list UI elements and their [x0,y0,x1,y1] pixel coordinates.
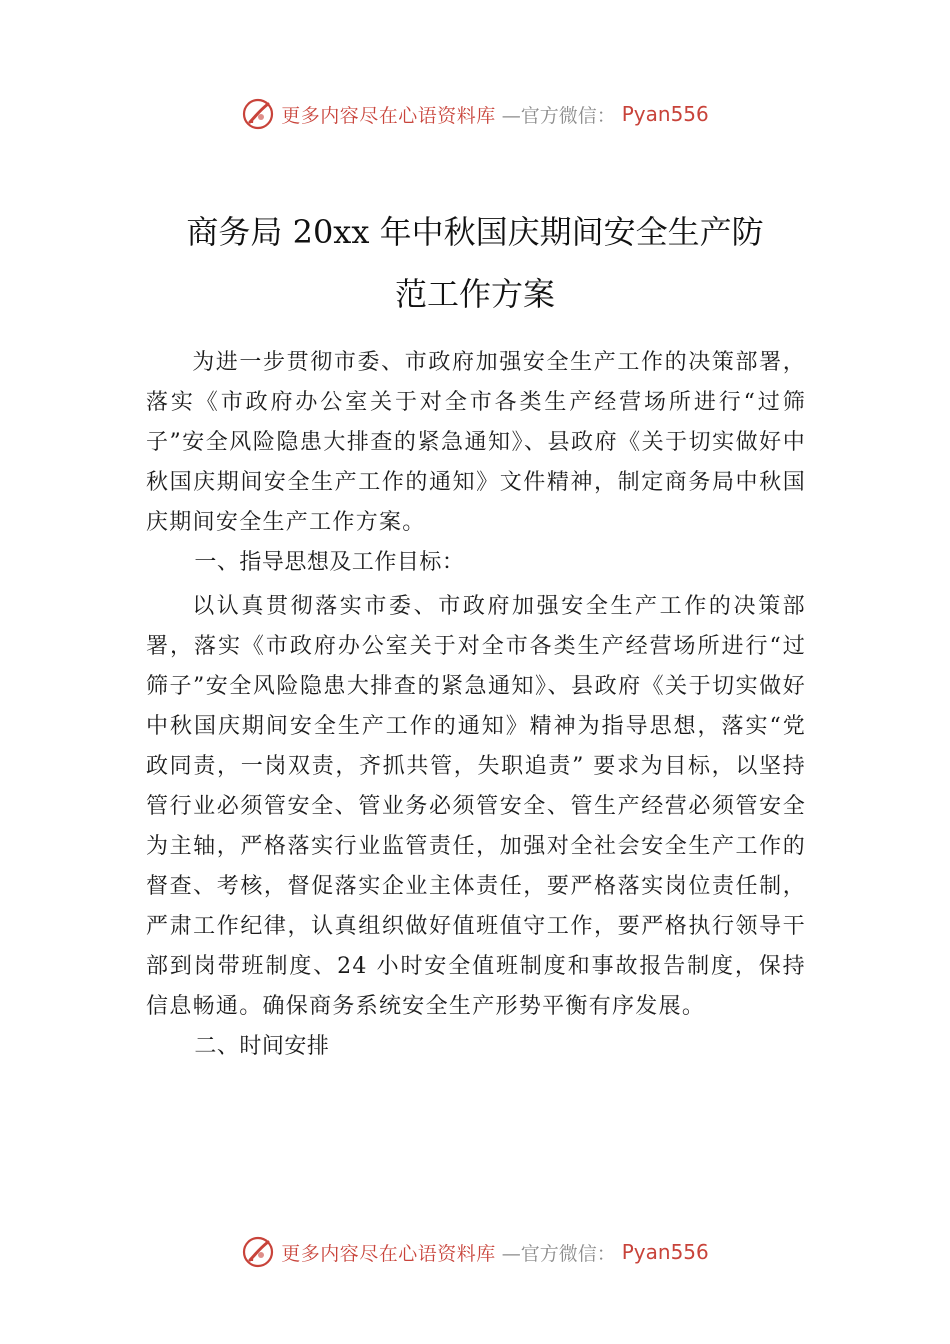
intro-paragraph: 为进一步贯彻市委、市政府加强安全生产工作的决策部署，落实《市政府办公室关于对全市各类生产经营场所进行“过筛子”安全风险隐患大排查的紧急通知》、县政府《关于切实做好中秋国庆期间安全生产工作的通知》文件精神，制定商务局中秋国庆期间安全生产工作方案。 [146,350,806,535]
document-body [146,343,806,1067]
title-line-2: 范工作方案 [394,275,555,314]
section-1-heading: 一、指导思想及工作目标： [194,550,465,575]
footer-wechat-id: Pyan556 [621,1240,709,1264]
section-2-heading: 二、时间安排 [194,1034,330,1059]
banner-wechat-id: Pyan556 [621,102,709,126]
section-1-paragraph: 以认真贯彻落实市委、市政府加强安全生产工作的决策部署，落实《市政府办公室关于对全市各类生产经营场所进行“过筛子”安全风险隐患大排查的紧急通知》、县政府《关于切实做好中秋国庆期间安全生产工作的通知》精神为指导思想，落实“党政同责，一岗双责，齐抓共管，失职追责” 要求为目标，以坚持管行业必须管安全、管业务必须管安全、管生产经营必须管安全为主轴，严格落实行业监管责任，加强对全社会安全生产工作的督查、考核，督促落实企业主体责任，要严格落实岗位责任制，严肃工作纪律，认真组织做好值班值守工作，要严格执行领导干部到岗带班制度、24 小时安全值班制度和事故报告制度，保持信息畅通。确保商务系统安全生产形势平衡有序发展。 [146,594,806,1019]
header-banner [0,94,950,134]
footer-wechat-label: —官方微信： [501,1242,616,1265]
document-title [100,201,850,325]
brush-logo-icon [241,97,275,131]
brush-logo-icon [241,1235,275,1269]
footer-banner [0,1232,950,1272]
banner-brand-text: 更多内容尽在心语资料库 [281,104,496,127]
title-line-1: 商务局 20xx 年中秋国庆期间安全生产防 [186,213,764,252]
banner-wechat-label: —官方微信： [501,104,616,127]
footer-brand-text: 更多内容尽在心语资料库 [281,1242,496,1265]
